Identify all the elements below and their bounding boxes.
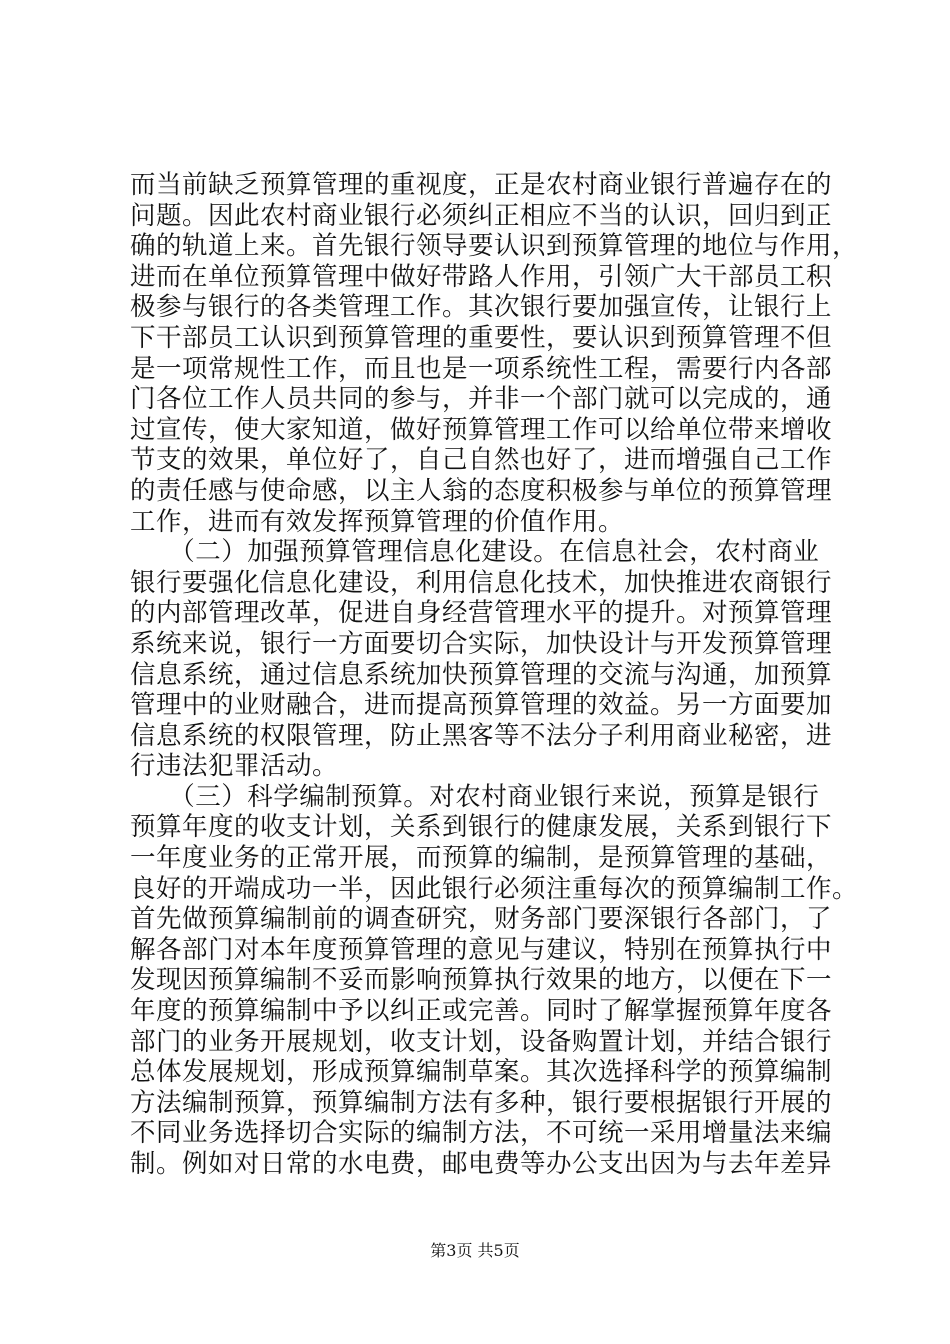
text-line: 部门的业务开展规划，收支计划，设备购置计划，并结合银行 xyxy=(130,1026,833,1057)
text-line: 制。例如对日常的水电费，邮电费等办公支出因为与去年差异 xyxy=(130,1149,833,1179)
text-line: 下干部员工认识到预算管理的重要性，要认识到预算管理不但 xyxy=(130,322,833,353)
text-line: 信息系统，通过信息系统加快预算管理的交流与沟通，加预算 xyxy=(130,659,833,690)
text-line: 预算年度的收支计划，关系到银行的健康发展，关系到银行下 xyxy=(130,812,833,843)
text-line: 进而在单位预算管理中做好带路人作用，引领广大干部员工积 xyxy=(130,261,833,292)
text-line: 极参与银行的各类管理工作。其次银行要加强宣传，让银行上 xyxy=(130,292,833,323)
text-line: 的内部管理改革，促进自身经营管理水平的提升。对预算管理 xyxy=(130,598,833,629)
text-line: 系统来说，银行一方面要切合实际，加快设计与开发预算管理 xyxy=(130,628,833,659)
text-line: 年度的预算编制中予以纠正或完善。同时了解掌握预算年度各 xyxy=(130,996,833,1027)
text-line: 良好的开端成功一半，因此银行必须注重每次的预算编制工作。 xyxy=(130,873,859,904)
text-line: 解各部门对本年度预算管理的意见与建议，特别在预算执行中 xyxy=(130,934,833,965)
text-line: 行违法犯罪活动。 xyxy=(130,751,339,782)
text-line: 过宣传，使大家知道，做好预算管理工作可以给单位带来增收 xyxy=(130,414,833,445)
text-line: 首先做预算编制前的调查研究，财务部门要深银行各部门，了 xyxy=(130,904,833,935)
text-line: 管理中的业财融合，进而提高预算管理的效益。另一方面要加 xyxy=(130,690,833,721)
text-line: 而当前缺乏预算管理的重视度，正是农村商业银行普遍存在的 xyxy=(130,170,833,200)
text-line: 银行要强化信息化建设，利用信息化技术，加快推进农商银行 xyxy=(130,567,833,598)
text-line: （三）科学编制预算。对农村商业银行来说，预算是银行 xyxy=(130,781,820,812)
text-line: 门各位工作人员共同的参与，并非一个部门就可以完成的，通 xyxy=(130,384,833,415)
text-line: 发现因预算编制不妥而影响预算执行效果的地方，以便在下一 xyxy=(130,965,833,996)
text-line: 方法编制预算，预算编制方法有多种，银行要根据银行开展的 xyxy=(130,1087,833,1118)
page-footer xyxy=(0,1240,950,1262)
text-line: 的责任感与使命感，以主人翁的态度积极参与单位的预算管理 xyxy=(130,475,833,506)
text-line: 节支的效果，单位好了，自己自然也好了，进而增强自己工作 xyxy=(130,445,833,476)
text-line: 一年度业务的正常开展，而预算的编制，是预算管理的基础， xyxy=(130,843,833,874)
page-number: 第3页 共5页 xyxy=(430,1241,520,1260)
document-body xyxy=(130,170,859,1180)
text-line: 信息系统的权限管理，防止黑客等不法分子利用商业秘密，进 xyxy=(130,720,833,751)
text-line: （二）加强预算管理信息化建设。在信息社会，农村商业 xyxy=(130,537,820,568)
text-line: 不同业务选择切合实际的编制方法，不可统一采用增量法来编 xyxy=(130,1118,833,1149)
text-line: 工作，进而有效发挥预算管理的价值作用。 xyxy=(130,506,625,537)
text-line: 是一项常规性工作，而且也是一项系统性工程，需要行内各部 xyxy=(130,353,833,384)
text-line: 总体发展规划，形成预算编制草案。其次选择科学的预算编制 xyxy=(130,1057,833,1088)
text-line: 确的轨道上来。首先银行领导要认识到预算管理的地位与作用， xyxy=(130,231,859,262)
text-line: 问题。因此农村商业银行必须纠正相应不当的认识，回归到正 xyxy=(130,200,833,231)
